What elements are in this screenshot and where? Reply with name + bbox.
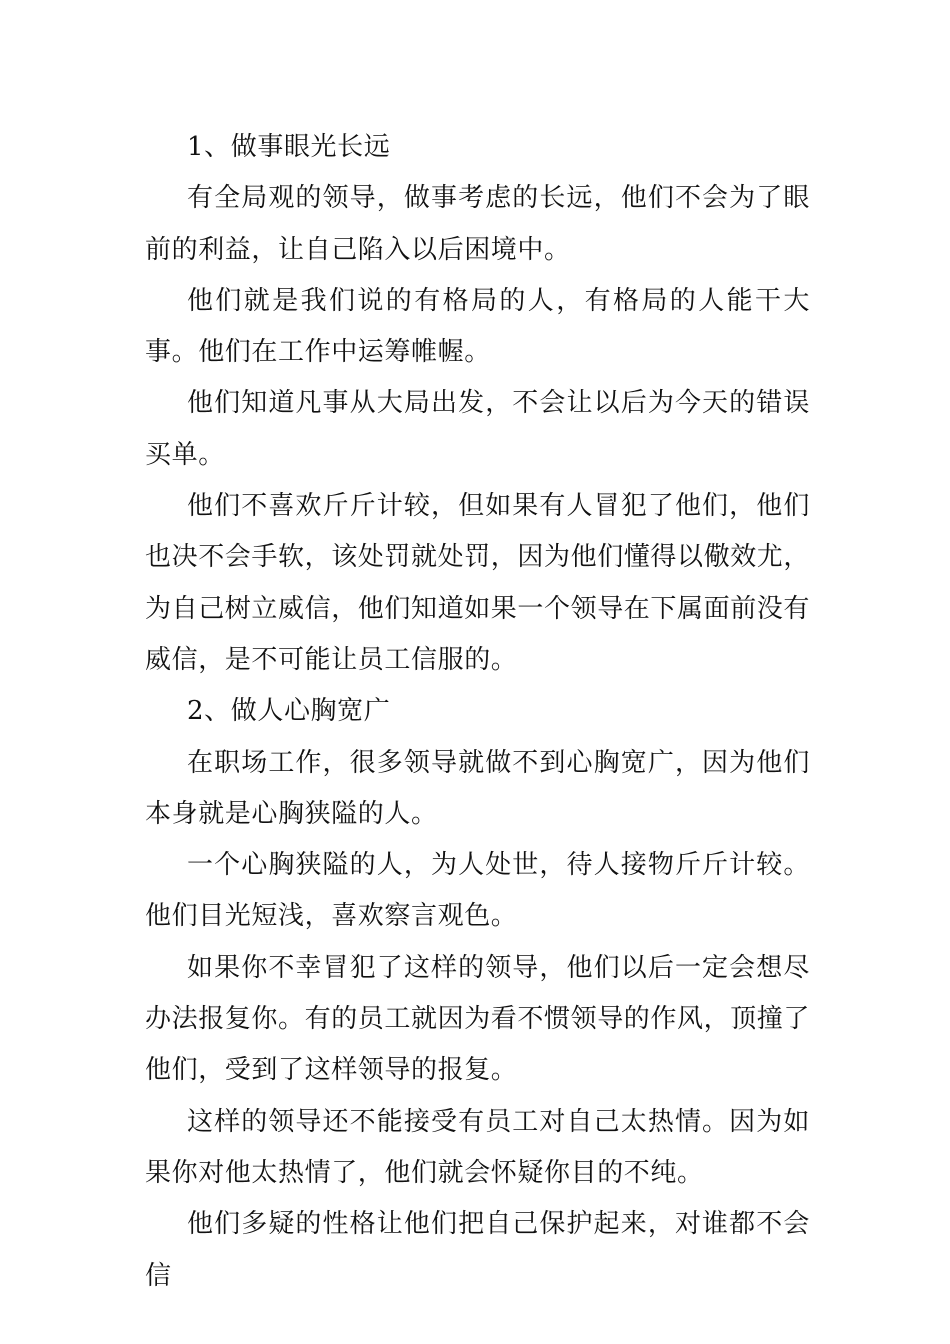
paragraph: 这样的领导还不能接受有员工对自己太热情。因为如果你对他太热情了，他们就会怀疑你目的不纯。	[145, 1106, 810, 1188]
paragraph: 他们多疑的性格让他们把自己保护起来，对谁都不会信	[145, 1209, 810, 1291]
paragraph: 他们不喜欢斤斤计较，但如果有人冒犯了他们，他们也决不会手软，该处罚就处罚，因为他们懂得以儆效尤，为自己树立威信，他们知道如果一个领导在下属面前没有威信，是不可能让员工信服的。	[145, 491, 811, 675]
paragraph: 一个心胸狭隘的人，为人处世，待人接物斤斤计较。他们目光短浅，喜欢察言观色。	[145, 850, 810, 932]
paragraph: 他们就是我们说的有格局的人，有格局的人能干大事。他们在工作中运筹帷幄。	[145, 285, 810, 368]
paragraph: 如果你不幸冒犯了这样的领导，他们以后一定会想尽办法报复你。有的员工就因为看不惯领导的作风，顶撞了他们，受到了这样领导的报复。	[145, 952, 811, 1086]
document-body	[145, 122, 810, 1302]
paragraph: 他们知道凡事从大局出发，不会让以后为今天的错误买单。	[145, 388, 810, 470]
heading-2: 2、做人心胸宽广	[187, 696, 391, 727]
paragraph: 在职场工作，很多领导就做不到心胸宽广，因为他们本身就是心胸狭隘的人。	[145, 747, 810, 829]
paragraph: 有全局观的领导，做事考虑的长远，他们不会为了眼前的利益，让自己陷入以后困境中。	[145, 183, 810, 265]
heading-1: 1、做事眼光长远	[187, 132, 391, 162]
